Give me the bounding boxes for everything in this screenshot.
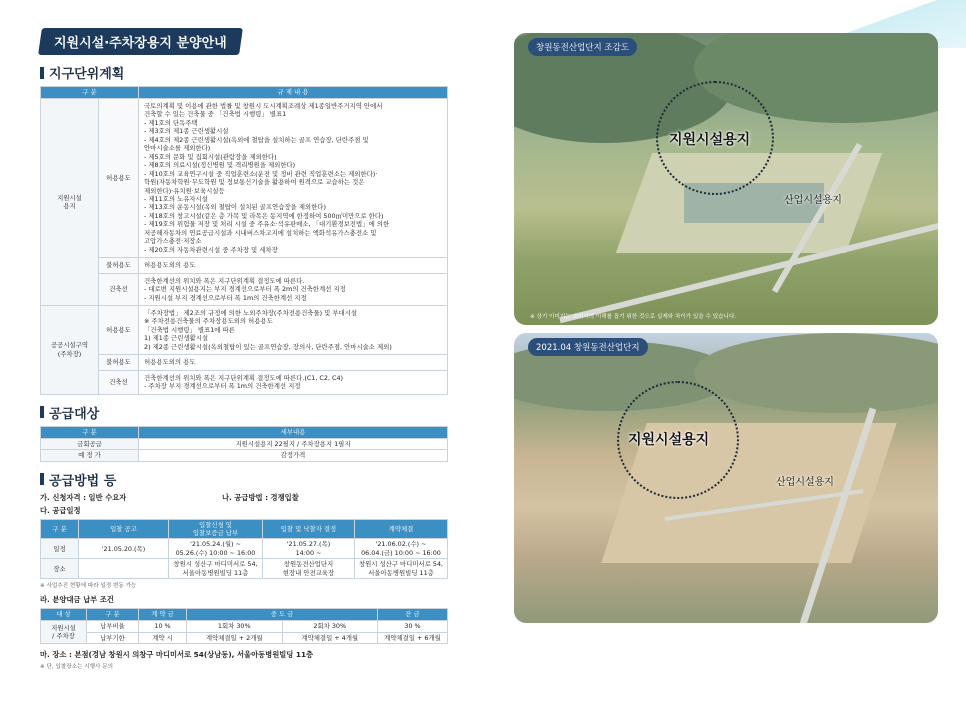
payment-header: 대 상	[41, 609, 87, 621]
location-line: 마. 장소 : 본점(경남 창원시 의창구 마디미서로 54(상남동), 서울아동병원빌딩 11층	[40, 650, 314, 660]
schedule-cell: '21.05.20.(목)	[79, 539, 169, 559]
schedule-cell: '21.05.24.(월) ~ 05.26.(수) 10:00 ~ 16:00	[169, 539, 263, 559]
schedule-cell: '21.06.02.(수) ~ 06.04.(금) 10:00 ~ 16:00	[355, 539, 448, 559]
schedule-header: 계약체결	[355, 519, 448, 539]
supply-header-category: 구 분	[41, 426, 139, 438]
photo1-note: ※ 상기 이미지는 소비자의 이해를 돕기 위한 것으로 실제와 차이가 있을 수 있습니다.	[530, 314, 737, 320]
supply-row-value: 감정가격	[139, 450, 448, 461]
payment-cell: 납부비율	[87, 621, 139, 632]
photo1-sub-label: 산업시설용지	[784, 195, 842, 206]
payment-cell: 계약체결일 + 2개월	[187, 632, 283, 643]
payment-cell: 10 %	[139, 621, 187, 632]
section-bar-icon	[40, 406, 44, 418]
group-support-facility: 지원시설 용지	[41, 99, 99, 306]
setback-text: 건축한계선의 위치와 폭은 지구단위계획 결정도에 따른다. - 대로변 지원시설용지는 부지 경계선으로부터 폭 2m의 건축한계선 지정 - 지원시설 부지 경계선으로부터 폭 1m의 건축한계선 지정	[139, 273, 448, 305]
photo1-title: 창원동전산업단지 조감도	[528, 38, 637, 56]
supply-row-value: 지원시설용지 22필지 / 주차장용지 1필지	[139, 438, 448, 449]
method-schedule-title: 다. 공급일정	[40, 505, 81, 515]
right-column	[514, 33, 938, 623]
payment-cell: 30 %	[378, 621, 448, 632]
supply-row-label: 금회공급	[41, 438, 139, 449]
schedule-header: 구 분	[41, 519, 79, 539]
district-plan-table	[40, 86, 448, 395]
photo2-sub-label: 산업시설용지	[776, 477, 834, 488]
payment-header: 잔 금	[378, 609, 448, 621]
label-setback-2: 건축선	[99, 370, 139, 394]
schedule-header: 입찰 공고	[79, 519, 169, 539]
disallowed-uses-2: 허용용도외의 용도	[139, 355, 448, 370]
supply-row-label: 예 정 가	[41, 450, 139, 461]
schedule-cell	[79, 559, 169, 579]
label-disallowed-2: 불허용도	[99, 355, 139, 370]
disallowed-uses: 허용용도외의 용도	[139, 258, 448, 273]
schedule-row-label: 장소	[41, 559, 79, 579]
label-allowed-2: 허용용도	[99, 305, 139, 354]
payment-cell: 2회차 30%	[282, 621, 378, 632]
section-bar-icon	[40, 67, 44, 79]
payment-header: 중 도 금	[187, 609, 378, 621]
payment-table	[40, 608, 448, 644]
method-eligibility: 가. 신청자격 : 일반 수요자	[40, 492, 127, 502]
header-category: 구 분	[41, 87, 139, 99]
payment-cell: 납부기한	[87, 632, 139, 643]
schedule-note: ※ 사업추진 현황에 따라 일정 변동 가능	[40, 583, 137, 590]
section-supply: 공급대상	[40, 403, 448, 422]
payment-title: 라. 분양대금 납부 조건	[40, 595, 114, 605]
schedule-row-label: 일정	[41, 539, 79, 559]
payment-header: 구 분	[87, 609, 139, 621]
setback-text-2: 건축한계선의 위치와 폭은 지구단위계획 결정도에 따른다.(C1, C2, C4) - 주차장 부지 경계선으로부터 폭 1m의 건축한계선 지정	[139, 370, 448, 394]
method-eligibility-line	[40, 493, 448, 503]
group-public-parking: 공공시설구역 (주차장)	[41, 305, 99, 394]
schedule-header: 입찰 및 낙찰자 결정	[263, 519, 355, 539]
label-disallowed: 불허용도	[99, 258, 139, 273]
payment-cell: 계약 시	[139, 632, 187, 643]
label-allowed: 허용용도	[99, 99, 139, 258]
payment-cell: 계약체결일 + 4개월	[282, 632, 378, 643]
schedule-table	[40, 519, 448, 580]
schedule-cell: 창원동전산업단지 현장내 안전교육장	[263, 559, 355, 579]
header-regulation: 규 제 내 용	[139, 87, 448, 99]
page-title: 지원시설·주차장용지 분양안내	[38, 28, 243, 55]
payment-cell: 계약체결일 + 6개월	[378, 632, 448, 643]
hill-shape	[694, 333, 938, 413]
schedule-cell: 창원시 성산구 마디미서로 54, 서울아동병원빌딩 11층	[355, 559, 448, 579]
supply-table	[40, 426, 448, 462]
section-method: 공급방법 등	[40, 470, 448, 489]
method-supply-type: 나. 공급방법 : 경쟁입찰	[222, 492, 299, 502]
photo1-zone-label: 지원시설용지	[669, 132, 751, 148]
aerial-site-photo	[514, 333, 938, 623]
supply-header-detail: 세부내용	[139, 426, 448, 438]
section-district-plan: 지구단위계획	[40, 63, 448, 82]
payment-cell: 1회차 30%	[187, 621, 283, 632]
schedule-cell: 창원시 성산구 마디미서로 54, 서울아동병원빌딩 11층	[169, 559, 263, 579]
payment-group: 지원시설 / 주차장	[41, 621, 87, 644]
location-note: ※ 단, 입찰장소는 시행사 문의	[40, 664, 114, 671]
label-setback: 건축선	[99, 273, 139, 305]
aerial-rendering-photo	[514, 33, 938, 325]
schedule-header: 입찰신청 및 입찰보증금 납부	[169, 519, 263, 539]
allowed-uses: 국토의계획 및 이용에 관한 법률 및 창원시 도시계획조례상 제1종일반주거지역 안에서 건축할 수 있는 건축물 중 「건축법 시행령」 별표1 - 제1호의 단독주택 - 제3호의 제1종 근린생활시설 - 제4호의 제2종 근린생활시설(옥외에 철탑을 설치하는 골프 연습장, 단란주점 및 안마시술소를 제외한다) - 제5호의 문화 및 집회시설(관람장을 제외한다) - 제8호의 의료시설(정신병원 및 격리병원을 제외한다) - 제10호의 교육연구시설 중 직업훈련소(운전 및 정비 관련 직업훈련소는 제외한다)· 학원(자동차학원·무도학원 및 정보통신기술을 활용하여 원격으로 교습하는 것은 제외한다)·유치원·보육시설등 - 제11호의 노유자시설 - 제13호의 운동시설(옥외 철탑이 설치된 골프연습장을 제외한다) - 제18호의 창고시설(같은 층 가목 및 라목은 동지역에 한정하여 500㎡미만으로 한다) - 제19호의 위험물 저장 및 처리 시설 중 주유소·석유판매소, 「대기환경보전법」에 의한 저공해자동차의 연료공급시설과 시내버스차고지에 설치하는 액화석유가스충전소 및 고압가스충전·저장소 - 제20호의 자동차관련시설 중 주차장 및 세차장	[139, 99, 448, 258]
left-column	[40, 28, 448, 670]
photo2-title: 2021.04 창원동전산업단지	[528, 338, 648, 356]
payment-header: 계 약 금	[139, 609, 187, 621]
photo2-zone-label: 지원시설용지	[628, 432, 710, 448]
section-bar-icon	[40, 473, 44, 485]
allowed-uses-2: 「주차장법」 제2조의 규정에 의한 노외주차장(주차전용건축물) 및 부대시설 ※ 주차전용건축물의 주차장용도외의 허용용도 「건축법 시행령」 별표1에 따른 1) 제1종 근린생활시설 2) 제2종 근린생활시설(옥외철탑이 있는 골프연습장, 장의사, 단란주점, 안마시술소 제외)	[139, 305, 448, 354]
schedule-cell: '21.05.27.(목) 14:00 ~	[263, 539, 355, 559]
